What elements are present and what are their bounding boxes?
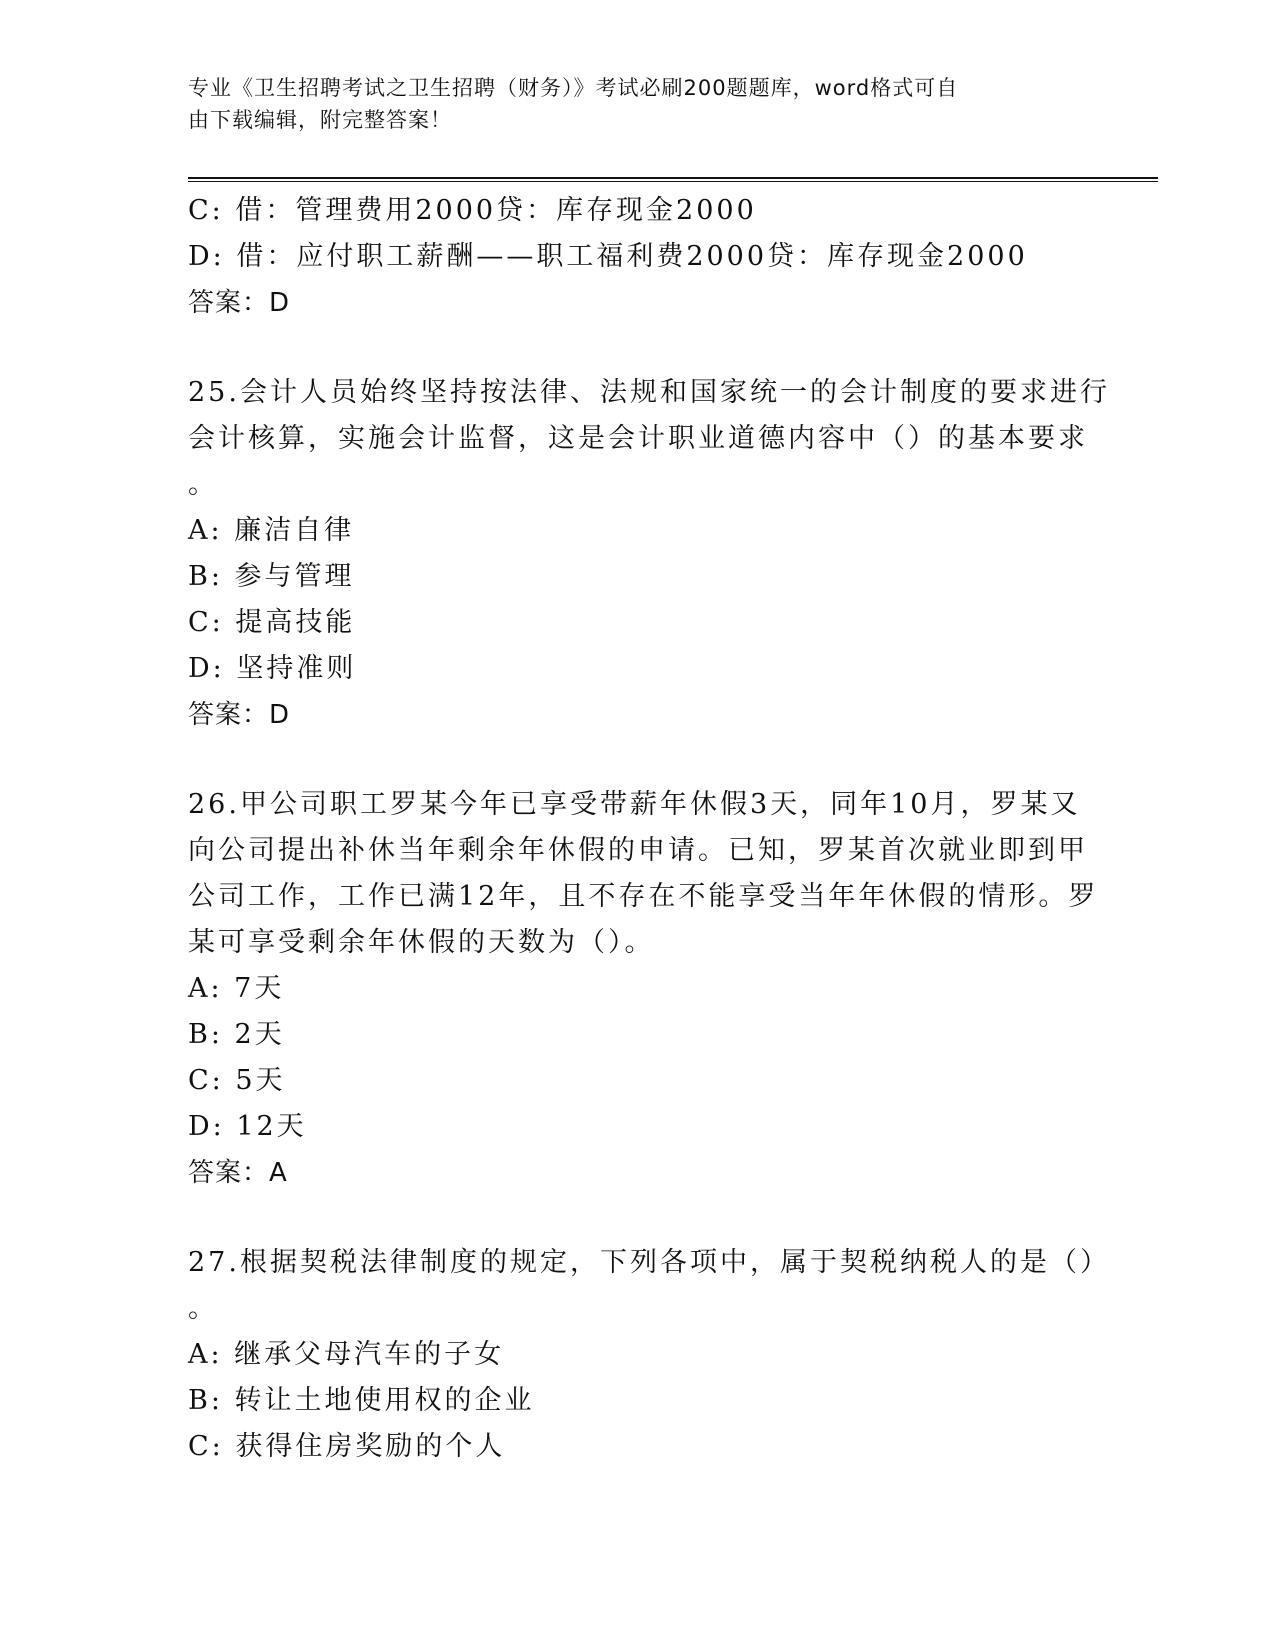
- option-a: A: 7天: [188, 973, 285, 1004]
- question-stem: 26.甲公司职工罗某今年已享受带薪年休假3天，同年10月，罗某又: [188, 789, 1081, 820]
- option-b: B: 2天: [188, 1019, 285, 1050]
- answer-label: 答案：A: [188, 1158, 288, 1188]
- header-line-2: 由下载编辑，附完整答案！: [188, 108, 452, 132]
- option-c: C: 5天: [188, 1065, 286, 1096]
- option-d: D: 坚持准则: [188, 653, 357, 684]
- option-d: D: 12天: [188, 1111, 307, 1142]
- option-a: A: 继承父母汽车的子女: [188, 1339, 505, 1370]
- question-spacer: [188, 326, 1088, 370]
- question-26: [188, 782, 1099, 1196]
- document-header: [188, 72, 1068, 136]
- option-c: C: 提高技能: [188, 607, 356, 638]
- question-stem: 25.会计人员始终坚持按法律、法规和国家统一的会计制度的要求进行: [188, 377, 1110, 408]
- option-b: B: 转让土地使用权的企业: [188, 1385, 535, 1416]
- option-c: C: 借：管理费用2000贷：库存现金2000: [188, 195, 757, 226]
- question-spacer: [188, 1196, 1088, 1240]
- question-stem: 27.根据契税法律制度的规定，下列各项中，属于契税纳税人的是（）: [188, 1247, 1110, 1278]
- question-25: [188, 370, 1110, 738]
- question-stem: 。: [188, 1293, 218, 1324]
- question-stem: 某可享受剩余年休假的天数为（）。: [188, 927, 655, 958]
- answer-label: 答案：D: [188, 700, 291, 730]
- header-double-rule: [188, 177, 1158, 182]
- question-24-tail: [188, 188, 1088, 326]
- option-d: D: 借：应付职工薪酬——职工福利费2000贷：库存现金2000: [188, 241, 1028, 272]
- question-stem: 向公司提出补休当年剩余年休假的申请。已知，罗某首次就业即到甲: [188, 835, 1088, 866]
- question-stem: 公司工作，工作已满12年，且不存在不能享受当年年休假的情形。罗: [188, 881, 1099, 912]
- question-list: [188, 188, 1110, 1470]
- answer-label: 答案：D: [188, 288, 291, 318]
- question-stem: 。: [188, 469, 218, 500]
- question-27: [188, 1240, 1110, 1470]
- option-c: C: 获得住房奖励的个人: [188, 1431, 506, 1462]
- question-spacer: [188, 738, 1088, 782]
- question-stem: 会计核算，实施会计监督，这是会计职业道德内容中（）的基本要求: [188, 423, 1088, 454]
- header-line-1: 专业《卫生招聘考试之卫生招聘（财务）》考试必刷200题题库，word格式可自: [188, 76, 959, 100]
- option-a: A: 廉洁自律: [188, 515, 355, 546]
- option-b: B: 参与管理: [188, 561, 355, 592]
